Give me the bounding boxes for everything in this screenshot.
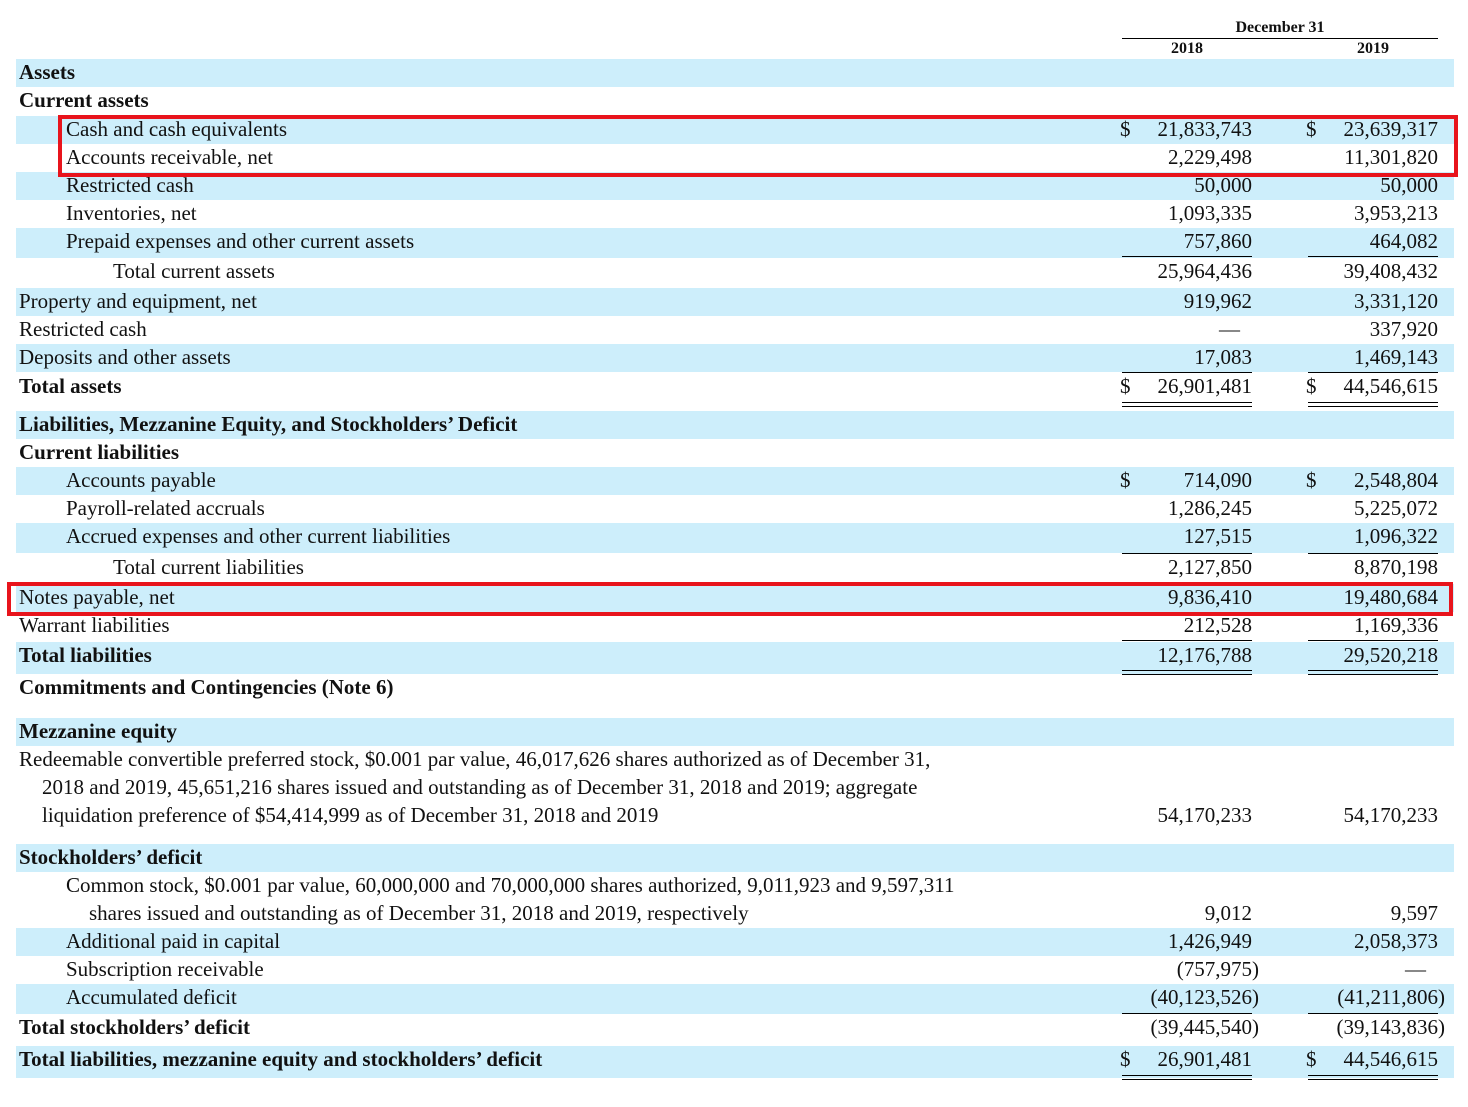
value-2019: 1,169,336: [1354, 613, 1438, 637]
value-2018: 9,012: [1204, 901, 1252, 925]
currency-symbol: $: [1120, 468, 1131, 492]
value-2019: 29,520,218: [1343, 643, 1438, 667]
currency-symbol: $: [1120, 1047, 1131, 1071]
value-2019: 2,058,373: [1354, 929, 1438, 953]
value-2018: 21,833,743: [1157, 117, 1252, 141]
row-label: Liabilities, Mezzanine Equity, and Stockholders’ Deficit: [19, 412, 518, 436]
value-2019: 1,096,322: [1354, 524, 1438, 548]
row-label: Inventories, net: [66, 201, 197, 225]
double-underline: [1308, 674, 1438, 675]
row-label: Property and equipment, net: [19, 289, 257, 313]
row-label: Notes payable, net: [19, 585, 175, 609]
value-2019: (39,143,836): [1336, 1015, 1445, 1039]
row-label: Mezzanine equity: [19, 719, 178, 743]
table-row: [16, 467, 1454, 495]
double-underline: [1308, 406, 1438, 407]
table-row: [16, 1046, 1454, 1078]
value-2018: 9,836,410: [1168, 585, 1252, 609]
single-underline: [1122, 553, 1252, 554]
single-underline: [1122, 1013, 1252, 1014]
value-2018: 212,528: [1183, 613, 1252, 637]
double-underline: [1122, 402, 1252, 403]
row-label: Total assets: [19, 374, 122, 398]
value-2018: (39,445,540): [1150, 1015, 1259, 1039]
table-row: [16, 746, 1454, 834]
table-row: [16, 612, 1454, 640]
row-label: Accounts receivable, net: [66, 145, 273, 169]
double-underline: [1308, 670, 1438, 671]
value-2018: 12,176,788: [1157, 643, 1252, 667]
double-underline: [1122, 1075, 1252, 1076]
value-2019: 44,546,615: [1343, 1047, 1438, 1071]
table-row: [16, 411, 1454, 439]
table-row: [16, 344, 1454, 372]
row-label: Cash and cash equivalents: [66, 117, 288, 141]
row-label-continuation: liquidation preference of $54,414,999 as of December 31, 2018 and 2019: [42, 803, 659, 827]
double-underline: [1122, 674, 1252, 675]
table-row: [16, 316, 1454, 344]
row-label-continuation: 2018 and 2019, 45,651,216 shares issued and outstanding as of December 31, 2018 and 2019; aggregate: [42, 775, 918, 799]
row-label: Accounts payable: [66, 468, 216, 492]
value-2019: 337,920: [1369, 317, 1438, 341]
value-2019: (41,211,806): [1337, 985, 1445, 1009]
value-2018: 2,229,498: [1168, 145, 1252, 169]
table-row: [16, 288, 1454, 316]
value-2019: 3,331,120: [1354, 289, 1438, 313]
value-2018: 714,090: [1183, 468, 1252, 492]
table-row: [16, 1014, 1454, 1046]
table-row: [16, 984, 1454, 1014]
row-label: Common stock, $0.001 par value, 60,000,000 and 70,000,000 shares authorized, 9,011,923 and 9,597,311: [66, 873, 955, 897]
row-label: Accumulated deficit: [66, 985, 237, 1009]
period-underline: [1122, 38, 1438, 39]
table-row: [16, 59, 1454, 87]
row-label: Stockholders’ deficit: [19, 845, 203, 869]
double-underline: [1308, 1075, 1438, 1076]
column-header-2019: 2019: [1357, 40, 1389, 57]
value-2018: 26,901,481: [1157, 374, 1252, 398]
row-label: Commitments and Contingencies (Note 6): [19, 675, 394, 699]
value-2019: 23,639,317: [1343, 117, 1438, 141]
table-row: [16, 439, 1454, 467]
row-label: Warrant liabilities: [19, 613, 170, 637]
double-underline: [1122, 1079, 1252, 1080]
single-underline: [1308, 372, 1438, 373]
table-row: [16, 258, 1454, 288]
table-row: [16, 872, 1454, 928]
row-label: Current liabilities: [19, 440, 180, 464]
row-label: Current assets: [19, 88, 149, 112]
value-2018: 127,515: [1183, 524, 1252, 548]
row-label: Restricted cash: [19, 317, 147, 341]
currency-symbol: $: [1306, 117, 1317, 141]
row-label: Total liabilities, mezzanine equity and stockholders’ deficit: [19, 1047, 543, 1071]
row-label: Deposits and other assets: [19, 345, 231, 369]
table-row: [16, 554, 1454, 584]
row-label: Redeemable convertible preferred stock, $0.001 par value, 46,017,626 shares authorized as of December 31,: [19, 747, 931, 771]
value-2019: 39,408,432: [1343, 259, 1438, 283]
double-underline: [1122, 406, 1252, 407]
value-2018: (757,975): [1176, 957, 1259, 981]
currency-symbol: $: [1120, 374, 1131, 398]
value-2018: 54,170,233: [1157, 803, 1252, 827]
table-row: [16, 228, 1454, 258]
table-row: [16, 718, 1454, 746]
currency-symbol: $: [1120, 117, 1131, 141]
value-2019: 8,870,198: [1354, 555, 1438, 579]
highlight-box: [7, 582, 1453, 616]
value-2018: 1,093,335: [1168, 201, 1252, 225]
table-row: [16, 200, 1454, 228]
value-2018: 757,860: [1183, 229, 1252, 253]
currency-symbol: $: [1306, 1047, 1317, 1071]
value-2018: 17,083: [1194, 345, 1252, 369]
single-underline: [1308, 1013, 1438, 1014]
value-2018: 50,000: [1194, 173, 1252, 197]
single-underline: [1122, 372, 1252, 373]
value-2018: 26,901,481: [1157, 1047, 1252, 1071]
value-2018: 1,286,245: [1168, 496, 1252, 520]
value-2019: 44,546,615: [1343, 374, 1438, 398]
row-label-continuation: shares issued and outstanding as of December 31, 2018 and 2019, respectively: [89, 901, 749, 925]
row-label: Prepaid expenses and other current assets: [66, 229, 415, 253]
double-underline: [1308, 1079, 1438, 1080]
value-2019: 54,170,233: [1343, 803, 1438, 827]
row-label: Assets: [19, 60, 75, 84]
value-2019: 464,082: [1369, 229, 1438, 253]
single-underline: [1308, 640, 1438, 641]
table-row: [16, 928, 1454, 956]
table-row: [16, 87, 1454, 115]
row-label: Total current liabilities: [113, 555, 304, 579]
value-2019: 3,953,213: [1354, 201, 1438, 225]
table-row: [16, 956, 1454, 984]
table-row: [16, 674, 1454, 706]
row-label: Total stockholders’ deficit: [19, 1015, 250, 1039]
row-label: Subscription receivable: [66, 957, 264, 981]
value-2019: 1,469,143: [1354, 345, 1438, 369]
row-label: Payroll-related accruals: [66, 496, 265, 520]
value-2018: (40,123,526): [1150, 985, 1259, 1009]
value-2018: 1,426,949: [1168, 929, 1252, 953]
value-2019: 2,548,804: [1354, 468, 1438, 492]
double-underline: [1122, 670, 1252, 671]
double-underline: [1308, 402, 1438, 403]
value-2019: 5,225,072: [1354, 496, 1438, 520]
row-label: Total current assets: [113, 259, 275, 283]
single-underline: [1122, 256, 1252, 257]
value-2018: 919,962: [1183, 289, 1252, 313]
value-2019: —: [1405, 957, 1426, 981]
value-2018: 25,964,436: [1157, 259, 1252, 283]
single-underline: [1308, 256, 1438, 257]
row-label: Additional paid in capital: [66, 929, 281, 953]
currency-symbol: $: [1306, 468, 1317, 492]
value-2018: 2,127,850: [1168, 555, 1252, 579]
single-underline: [1308, 553, 1438, 554]
value-2019: 11,301,820: [1344, 145, 1438, 169]
single-underline: [1122, 640, 1252, 641]
table-row: [16, 495, 1454, 523]
period-header: December 31: [1235, 19, 1325, 36]
row-label: Restricted cash: [66, 173, 194, 197]
table-row: [16, 844, 1454, 872]
column-header-2018: 2018: [1171, 40, 1203, 57]
table-row: [16, 523, 1454, 553]
value-2019: 9,597: [1390, 901, 1438, 925]
highlight-box: [58, 115, 1458, 177]
value-2018: —: [1219, 317, 1240, 341]
value-2019: 50,000: [1380, 173, 1438, 197]
row-label: Accrued expenses and other current liabilities: [66, 524, 451, 548]
value-2019: 19,480,684: [1343, 585, 1438, 609]
row-label: Total liabilities: [19, 643, 152, 667]
currency-symbol: $: [1306, 374, 1317, 398]
